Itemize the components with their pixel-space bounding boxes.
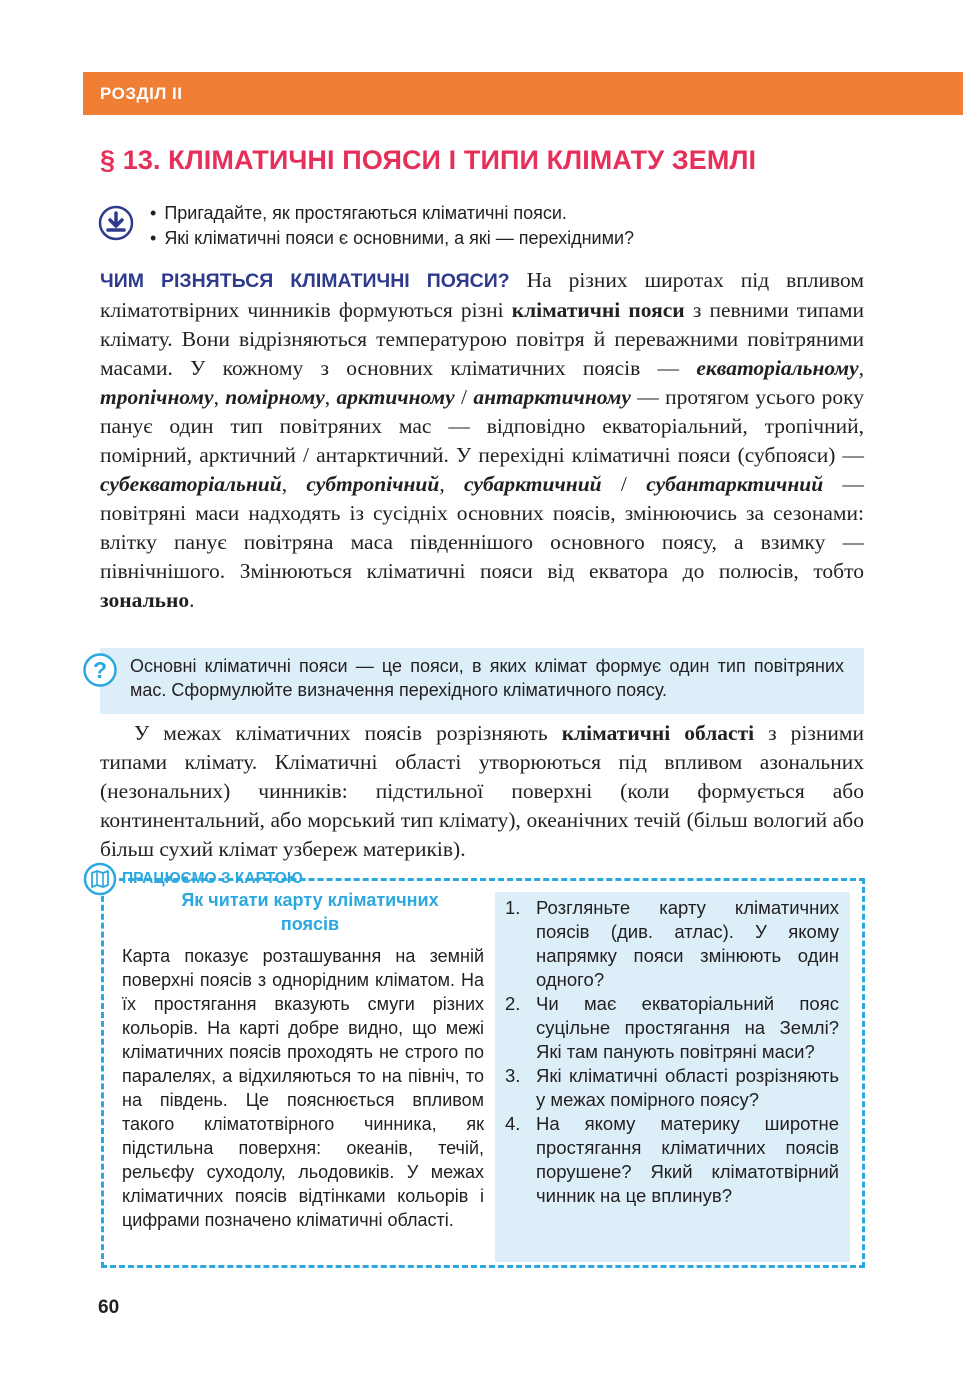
term-climate-regions: кліматичні області — [561, 721, 755, 745]
term-subarctic: субарктичний — [464, 472, 602, 496]
download-recall-icon — [98, 205, 134, 241]
paragraph-climate-belts: ЧИМ РІЗНЯТЬСЯ КЛІМАТИЧНІ ПОЯСИ? На різних широтах під впливом кліматотвірних чинників формуються різні кліматичні пояси з певними типами клімату. Вони відрізняються температурою повітря й переважними повітряними масами. У кожному з основних кліматичних поясів — екваторіальному, тропічному, помірному, арктичному / антарктичному — протягом усього року панує один тип повітряних мас — відповідно екваторіальний, тропічний, помірний, арктичний / антарктичний. У перехідні кліматичні пояси (субпояси) — субекваторіальний, субтропічний, субарктичний / субантарктичний — повітряні маси надходять із сусідніх основних поясів, змінюючись за сезонами: влітку панує повітряна маса південнішого основного поясу, а взимку — північнішого. Змінюються кліматичні пояси від екватора до полюсів, тобто зонально. — [100, 268, 864, 612]
page-title: § 13. КЛІМАТИЧНІ ПОЯСИ І ТИПИ КЛІМАТУ ЗЕМЛІ — [100, 145, 757, 175]
map-reading-text: Карта показує розташування на земній поверхні поясів з однорідним кліматом. На їх простягання вказують смуги різних кольорів. На карті добре видно, що межі кліматичних поясів проходять не строго по паралелях, а відхиляються то на північ, то на південь. Це пояснюється впливом такого кліматотвірного чинника, як підстильна поверхня: океанів, течій, рельєфу суходолу, льодовиків. У межах кліматичних поясів відтінками кольорів і цифрами позначено кліматичні області. — [122, 946, 484, 1230]
term-climate-belts: кліматичні пояси — [511, 298, 685, 322]
term-temperate: помірному — [225, 385, 325, 409]
svg-text:?: ? — [92, 657, 108, 683]
term-subtropical: субтропічний — [306, 472, 440, 496]
map-question-item: 2. Чи має екваторіальний пояс суцільне простягання на Землі? Які там панують повітряні маси? — [505, 993, 839, 1062]
term-arctic: арктичному — [336, 385, 455, 409]
term-antarctic: антарктичному — [473, 385, 631, 409]
term-zonal: зонально — [100, 588, 190, 612]
recall-list — [150, 201, 634, 251]
map-question-item: 4. На якому материку широтне простягання кліматичних поясів порушене? Який кліматотвірний чинник на це вплинув? — [505, 1113, 839, 1206]
term-tropical: тропічному — [100, 385, 214, 409]
section-label: РОЗДІЛ II — [100, 84, 183, 103]
recall-item: • Які кліматичні пояси є основними, а які — перехідними? — [150, 226, 634, 251]
map-work-label: ПРАЦЮЄМО З КАРТОЮ — [122, 870, 303, 887]
map-question-item: 3. Які кліматичні області розрізняють у межах помірного поясу? — [505, 1065, 839, 1110]
question-text: Основні кліматичні пояси — це пояси, в яких клімат формує один тип повітряних мас. Сформулюйте визначення перехідного кліматичного поясу. — [130, 656, 844, 700]
inline-heading: ЧИМ РІЗНЯТЬСЯ КЛІМАТИЧНІ ПОЯСИ? — [100, 270, 510, 292]
recall-item: • Пригадайте, як простягаються кліматичні пояси. — [150, 201, 634, 226]
page-number: 60 — [98, 1297, 120, 1318]
map-work-icon — [83, 862, 117, 896]
map-reading-title: Як читати карту кліматичних поясів — [181, 890, 439, 934]
term-subequatorial: субекваторіальний — [100, 472, 282, 496]
term-subantarctic: субантарктичний — [646, 472, 824, 496]
map-question-item: 1. Розгляньте карту кліматичних поясів (див. атлас). У якому напрямку пояси змінюють один одного? — [505, 897, 839, 990]
map-questions-list — [505, 896, 839, 1208]
term-equatorial: екваторіальному — [696, 356, 859, 380]
paragraph-climate-regions: У межах кліматичних поясів розрізняють кліматичні області з різними типами клімату. Кліматичні області утворюються під впливом азональних (незональних) чинників: підстильної поверхні (коли формується або континентальний, або морський тип клімату), океанічних течій (більш вологий або більш сухий клімат узбереж материків). — [100, 721, 865, 861]
header-band — [83, 72, 963, 115]
question-icon — [82, 652, 118, 688]
